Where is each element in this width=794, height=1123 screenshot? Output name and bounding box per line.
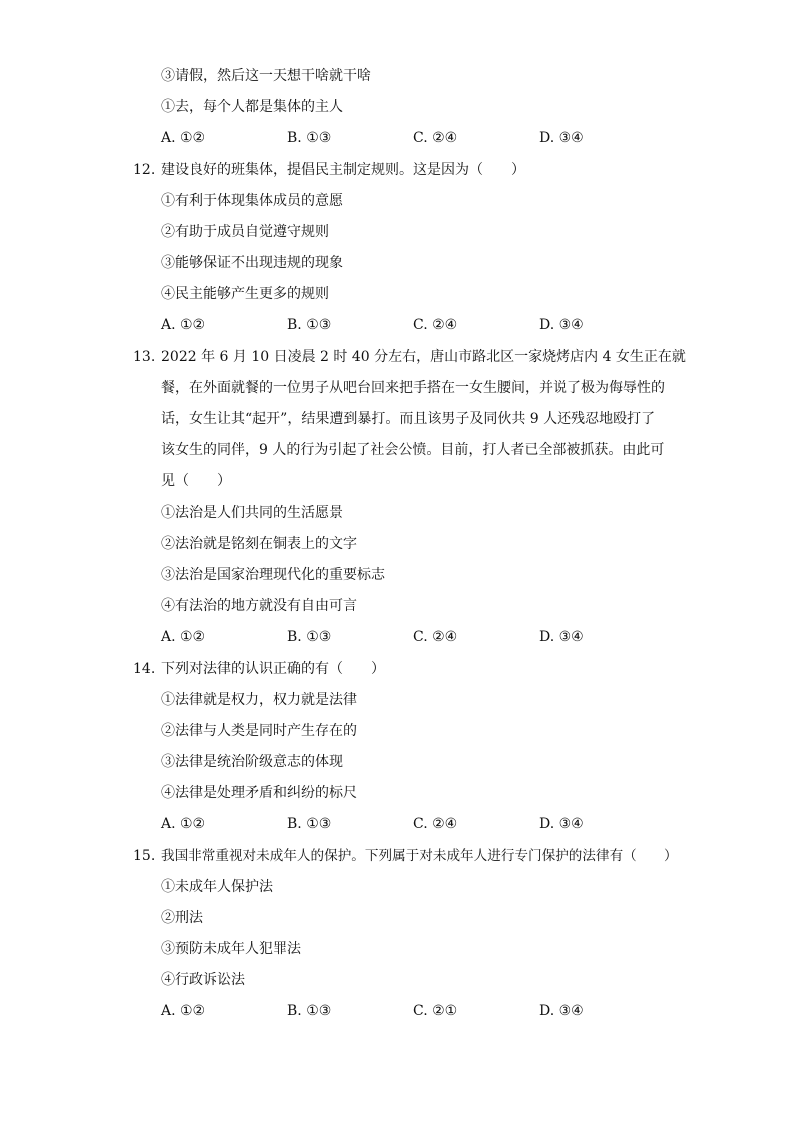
q15-stem: 我国非常重视对未成年人的保护。下列属于对未成年人进行专门保护的法律有（ ） xyxy=(161,848,678,864)
q14-item-2: ②法律与人类是同时产生存在的 xyxy=(161,723,357,739)
q15-item-4: ④行政诉讼法 xyxy=(161,972,245,988)
q11-option-d: D. ③④ xyxy=(539,130,584,146)
q13-stem-line-1: 2022 年 6 月 10 日凌晨 2 时 40 分左右，唐山市路北区一家烧烤店内 4 女生正在就 xyxy=(161,349,686,365)
q13-number: 13. xyxy=(133,349,156,365)
q13-item-2: ②法治就是铭刻在铜表上的文字 xyxy=(161,536,357,552)
q11-option-a: A. ①② xyxy=(161,130,206,146)
q15-option-a: A. ①② xyxy=(161,1003,206,1019)
q14-number: 14. xyxy=(133,661,156,677)
q14-item-1: ①法律就是权力，权力就是法律 xyxy=(161,692,357,708)
q12-option-d: D. ③④ xyxy=(539,317,584,333)
q13-item-1: ①法治是人们共同的生活愿景 xyxy=(161,505,343,521)
q14-stem: 下列对法律的认识正确的有（ ） xyxy=(161,661,385,677)
q12-item-3: ③能够保证不出现违规的现象 xyxy=(161,255,343,271)
q14-item-4: ④法律是处理矛盾和纠纷的标尺 xyxy=(161,785,357,801)
q15-item-2: ②刑法 xyxy=(161,910,203,926)
q12-stem: 建设良好的班集体，提倡民主制定规则。这是因为（ ） xyxy=(161,162,525,178)
q12-item-4: ④民主能够产生更多的规则 xyxy=(161,286,329,302)
q13-item-3: ③法治是国家治理现代化的重要标志 xyxy=(161,567,385,583)
q15-item-3: ③预防未成年人犯罪法 xyxy=(161,941,301,957)
q11-item-3: ③请假，然后这一天想干啥就干啥 xyxy=(161,68,371,84)
q11-item-1: ①去，每个人都是集体的主人 xyxy=(161,99,343,115)
q13-item-4: ④有法治的地方就没有自由可言 xyxy=(161,598,357,614)
q14-option-c: C. ②④ xyxy=(413,816,458,832)
q12-number: 12. xyxy=(133,162,156,178)
q13-option-c: C. ②④ xyxy=(413,629,458,645)
q15-item-1: ①未成年人保护法 xyxy=(161,879,273,895)
q13-option-d: D. ③④ xyxy=(539,629,584,645)
q13-stem-line-3: 话，女生让其“起开”，结果遭到暴打。而且该男子及同伙共 9 人还残忍地殴打了 xyxy=(161,411,656,427)
q13-option-a: A. ①② xyxy=(161,629,206,645)
q12-option-b: B. ①③ xyxy=(287,317,332,333)
q13-stem-line-2: 餐，在外面就餐的一位男子从吧台回来把手搭在一女生腰间，并说了极为侮辱性的 xyxy=(161,380,665,396)
q12-item-2: ②有助于成员自觉遵守规则 xyxy=(161,224,329,240)
q15-number: 15. xyxy=(133,848,156,864)
q12-option-a: A. ①② xyxy=(161,317,206,333)
q14-option-d: D. ③④ xyxy=(539,816,584,832)
q13-stem-line-4: 该女生的同伴，9 人的行为引起了社会公愤。目前，打人者已全部被抓获。由此可 xyxy=(161,442,665,458)
q15-option-c: C. ②① xyxy=(413,1003,458,1019)
q14-item-3: ③法律是统治阶级意志的体现 xyxy=(161,754,343,770)
q14-option-b: B. ①③ xyxy=(287,816,332,832)
q13-option-b: B. ①③ xyxy=(287,629,332,645)
q15-option-d: D. ③④ xyxy=(539,1003,584,1019)
q12-item-1: ①有利于体现集体成员的意愿 xyxy=(161,193,343,209)
q13-stem-line-5: 见（ ） xyxy=(161,473,231,489)
q14-option-a: A. ①② xyxy=(161,816,206,832)
q15-option-b: B. ①③ xyxy=(287,1003,332,1019)
q12-option-c: C. ②④ xyxy=(413,317,458,333)
q11-option-b: B. ①③ xyxy=(287,130,332,146)
q11-option-c: C. ②④ xyxy=(413,130,458,146)
